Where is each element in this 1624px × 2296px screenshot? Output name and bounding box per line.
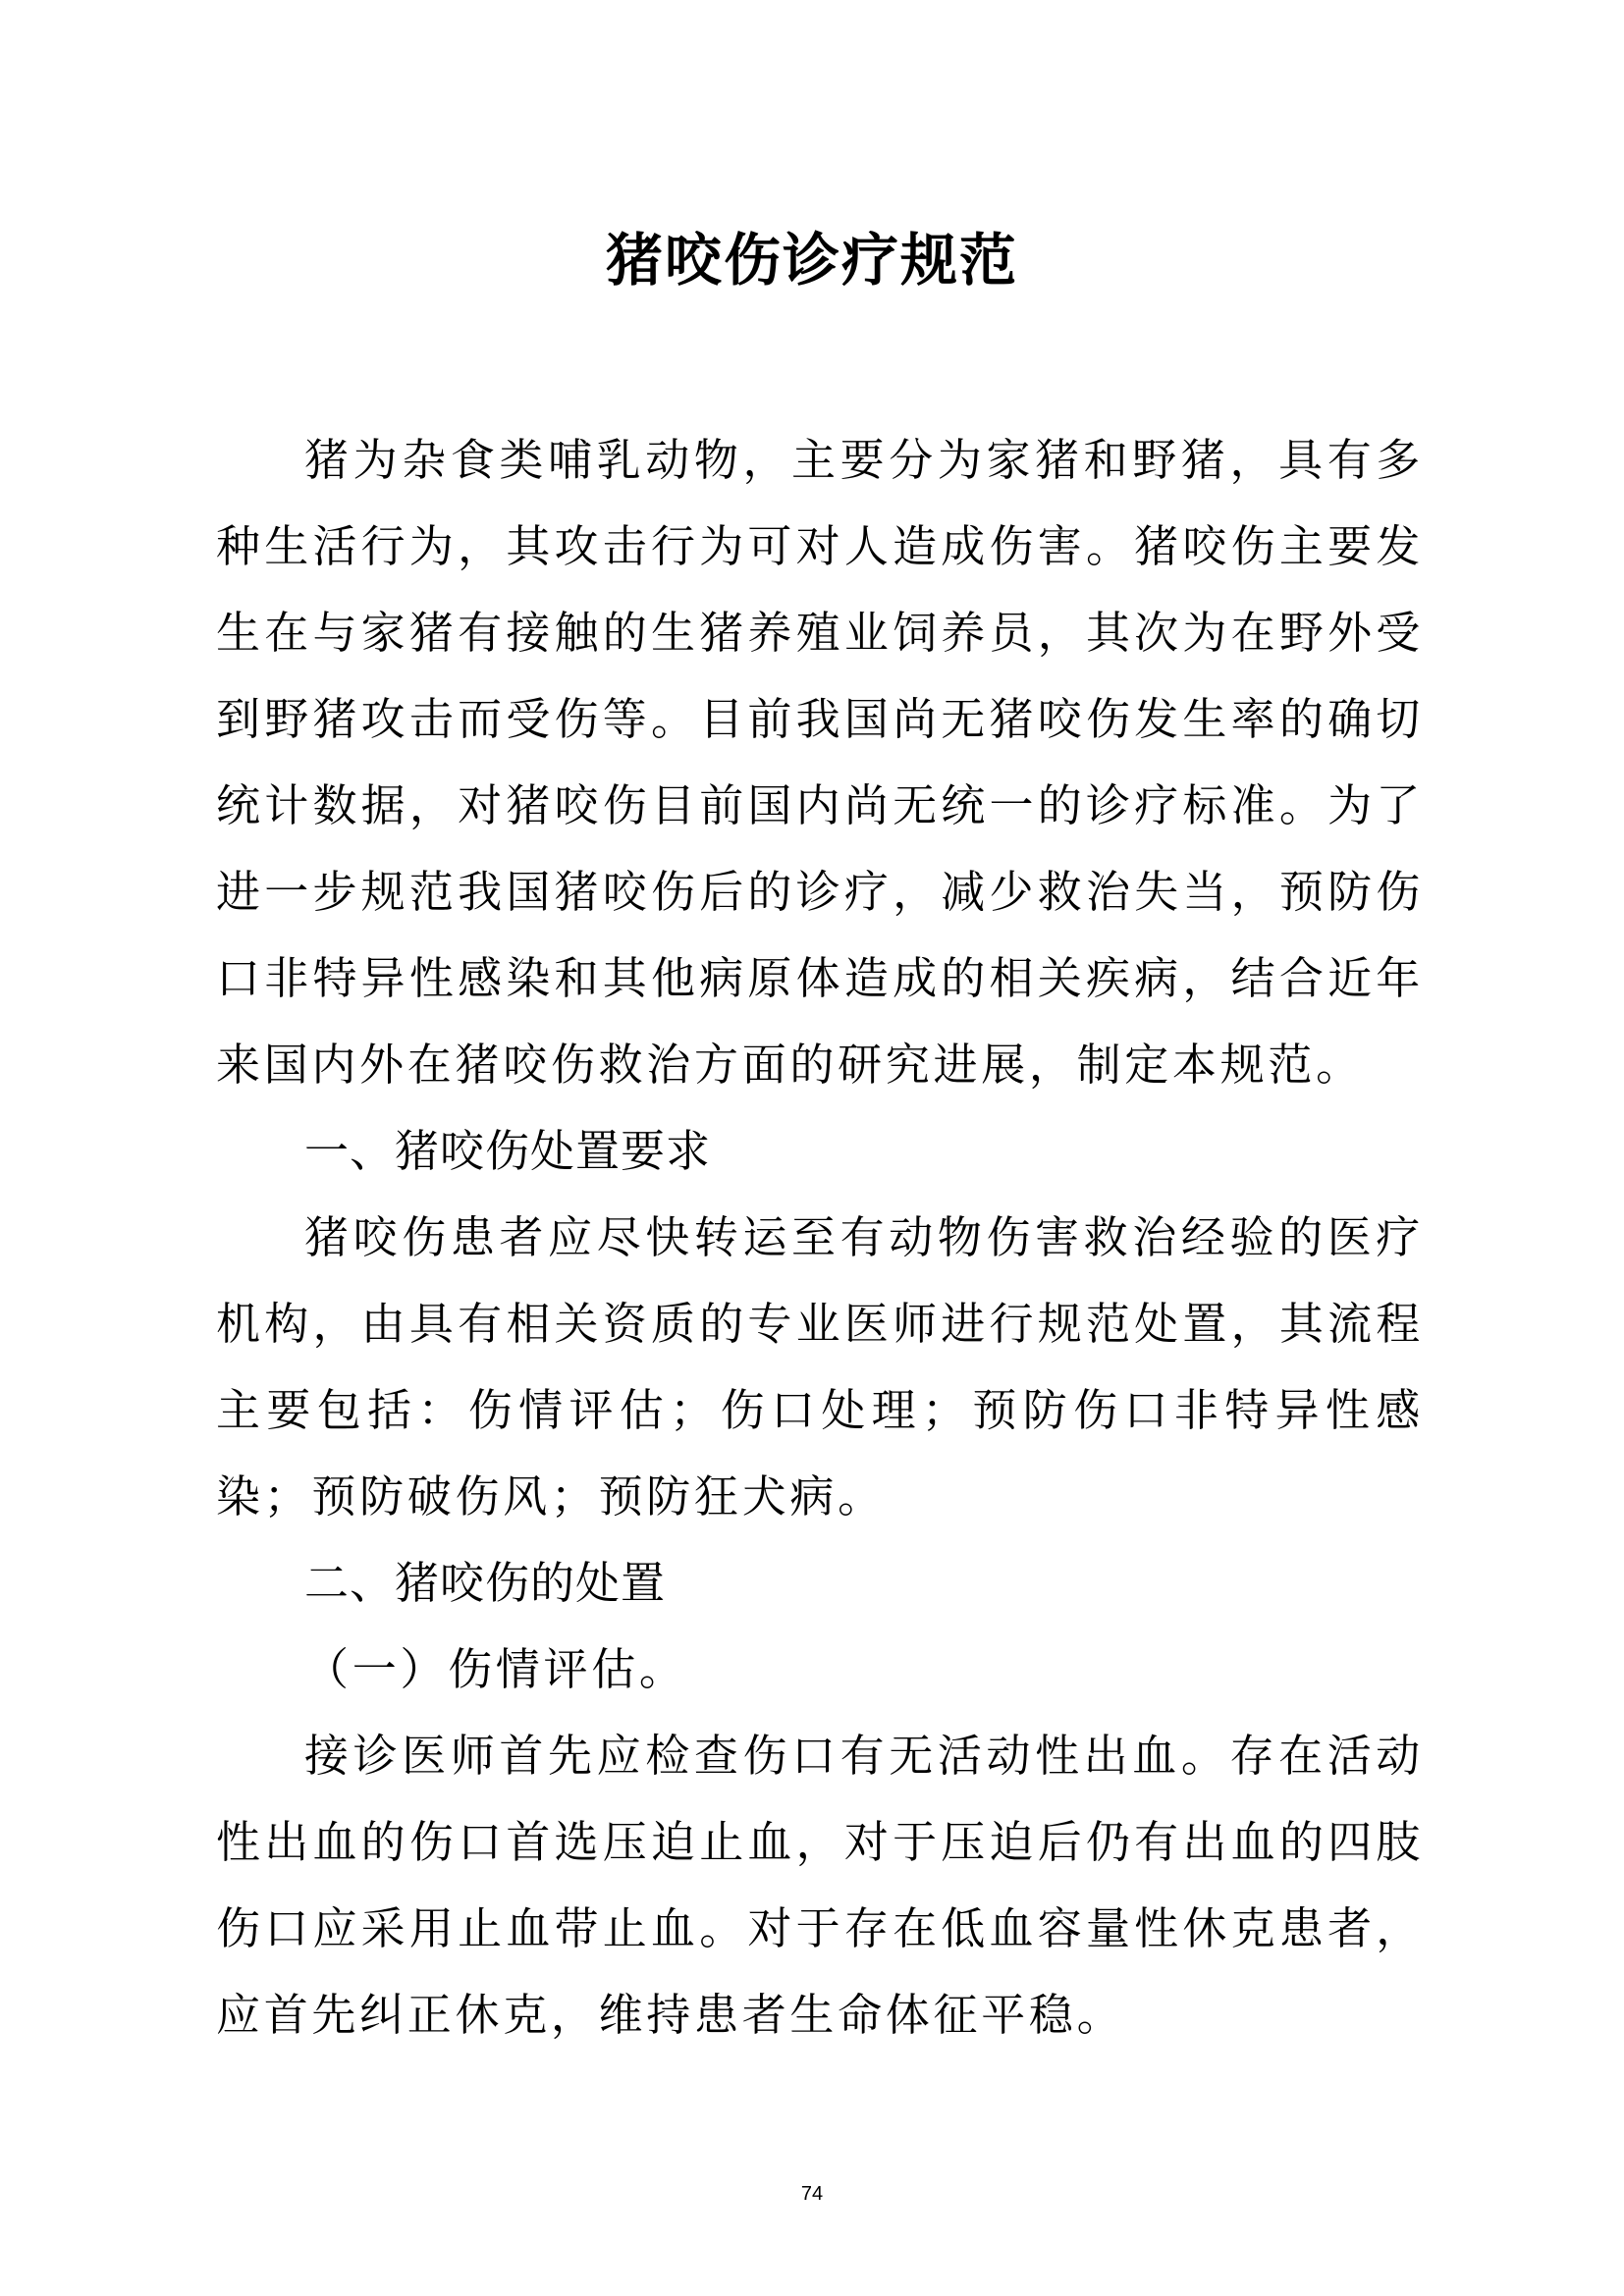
document-title: 猪咬伤诊疗规范: [605, 227, 1018, 294]
section-1-paragraph: 猪咬伤患者应尽快转运至有动物伤害救治经验的医疗机构，由具有相关资质的专业医师进行规范处置，其流程主要包括：伤情评估；伤口处理；预防伤口非特异性感染；预防破伤风；预防狂犬病。: [216, 1211, 1424, 1522]
intro-paragraph: 猪为杂食类哺乳动物，主要分为家猪和野猪，具有多种生活行为，其攻击行为可对人造成伤害。猪咬伤主要发生在与家猪有接触的生猪养殖业饲养员，其次为在野外受到野猪攻击而受伤等。目前我国尚无猪咬伤发生率的确切统计数据，对猪咬伤目前国内尚无统一的诊疗标准。为了进一步规范我国猪咬伤后的诊疗，减少救治失当，预防伤口非特异性感染和其他病原体造成的相关疾病，结合近年来国内外在猪咬伤救治方面的研究进展，制定本规范。: [216, 434, 1424, 1091]
document-body: [216, 417, 1424, 2058]
section-1-heading: 一、猪咬伤处置要求: [304, 1125, 712, 1177]
section-2-heading: 二、猪咬伤的处置: [304, 1557, 667, 1609]
page-number: 74: [800, 2183, 824, 2205]
subsection-1-heading: （一）伤情评估。: [304, 1643, 687, 1695]
subsection-1-paragraph: 接诊医师首先应检查伤口有无活动性出血。存在活动性出血的伤口首选压迫止血，对于压迫后仍有出血的四肢伤口应采用止血带止血。对于存在低血容量性休克患者，应首先纠正休克，维持患者生命体征平稳。: [216, 1730, 1424, 2041]
